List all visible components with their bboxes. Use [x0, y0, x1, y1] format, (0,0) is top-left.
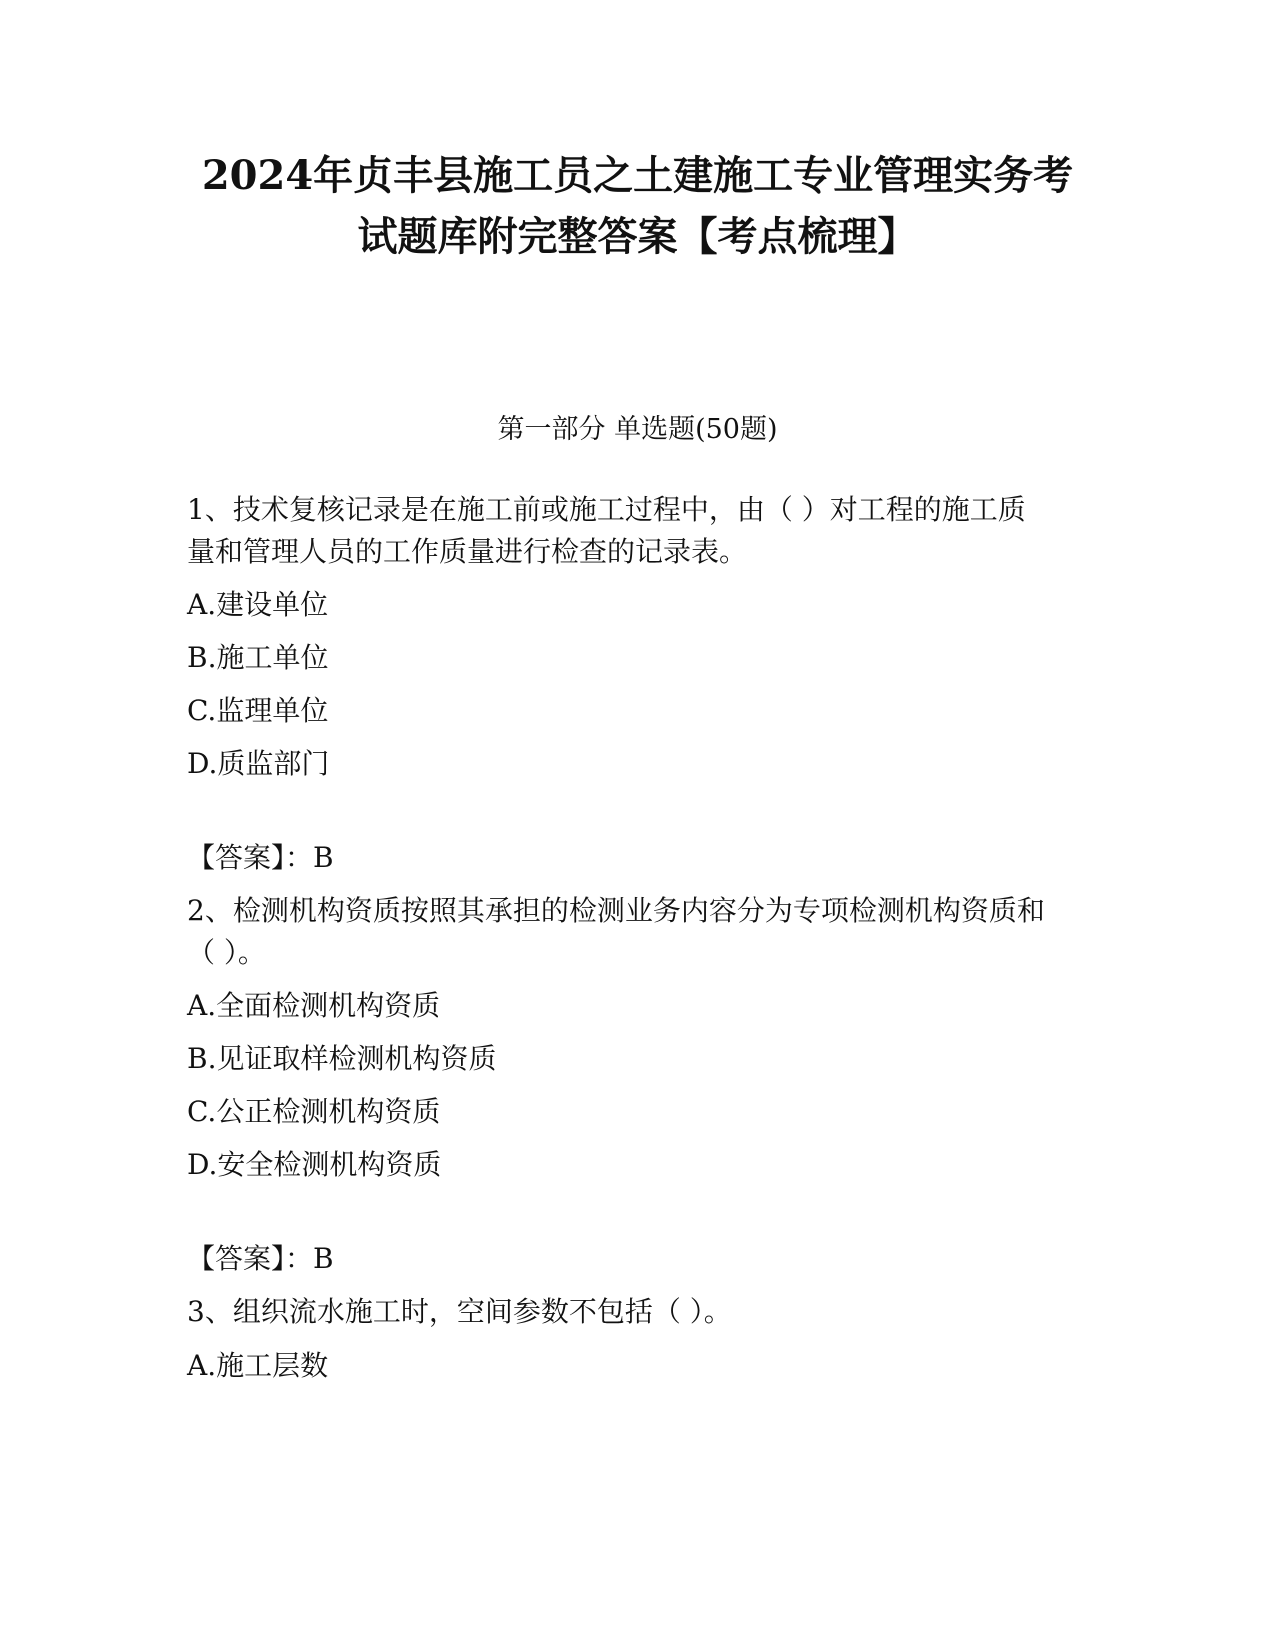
question-2-option-a: A.全面检测机构资质	[187, 989, 441, 1022]
question-1-stem-line-1: 1、技术复核记录是在施工前或施工过程中，由（ ）对工程的施工质	[187, 493, 1026, 526]
question-1-option-d: D.质监部门	[187, 747, 330, 780]
question-2-option-c: C.公正检测机构资质	[187, 1095, 441, 1128]
question-1-option-c: C.监理单位	[187, 694, 329, 727]
document-title-line-2: 试题库附完整答案【考点梳理】	[357, 213, 918, 260]
question-2-option-d: D.安全检测机构资质	[187, 1148, 442, 1181]
question-3-stem-line-1: 3、组织流水施工时，空间参数不包括（ ）。	[187, 1295, 732, 1328]
question-1-stem-line-2: 量和管理人员的工作质量进行检查的记录表。	[187, 535, 748, 568]
question-2-option-b: B.见证取样检测机构资质	[187, 1042, 497, 1075]
question-2-answer: 【答案】：B	[187, 1242, 334, 1275]
question-2-stem-line-1: 2、检测机构资质按照其承担的检测业务内容分为专项检测机构资质和	[187, 894, 1045, 927]
document-title-line-1: 2024年贞丰县施工员之土建施工专业管理实务考	[201, 152, 1074, 199]
question-1-answer: 【答案】：B	[187, 841, 334, 874]
question-1-option-b: B.施工单位	[187, 641, 329, 674]
question-1-option-a: A.建设单位	[187, 588, 329, 621]
section-heading: 第一部分 单选题(50题)	[497, 414, 778, 445]
question-2-stem-line-2: （ ）。	[187, 936, 266, 969]
question-3-option-a: A.施工层数	[187, 1349, 329, 1382]
